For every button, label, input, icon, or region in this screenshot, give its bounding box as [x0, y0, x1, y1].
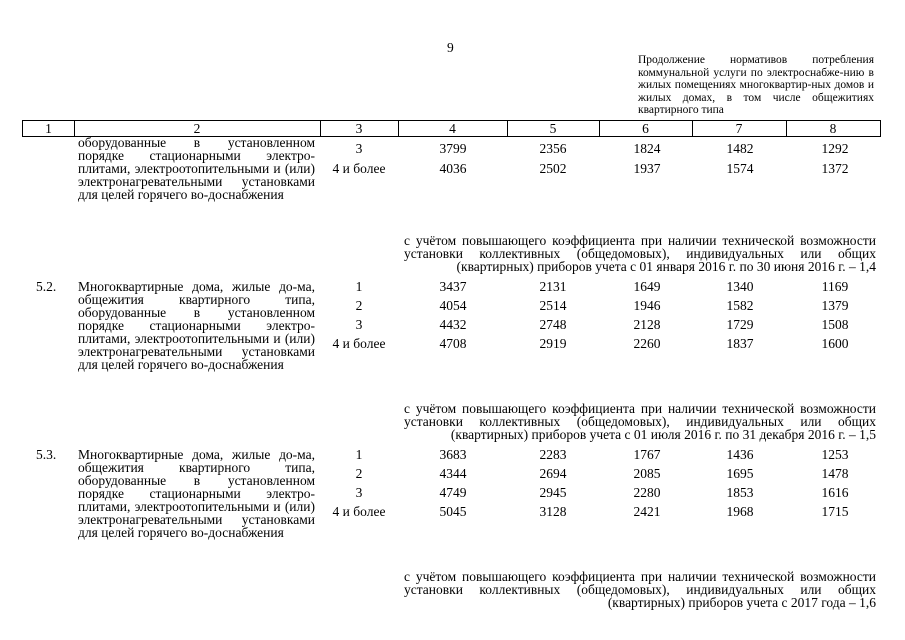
- rooms-cell: 1: [355, 447, 363, 462]
- value-cell: 1574: [726, 161, 754, 176]
- value-cell: 1600: [821, 336, 849, 351]
- value-cell: 1169: [821, 279, 849, 294]
- value-cell: 3437: [439, 279, 467, 294]
- value-cell: 1715: [821, 504, 849, 519]
- coefficient-note-1: с учётом повышающего коэффициента при наличии технической возможности установки коллективных (общедомовых), индивидуальных или общих (квартирных) приборов учета с 01 января 2016 г. по 30 июня 2016 г. – 1,4: [404, 233, 876, 274]
- rooms-cell: 4 и более: [332, 336, 386, 351]
- value-cell: 2128: [633, 317, 661, 332]
- value-cell: 4036: [439, 161, 467, 176]
- value-cell: 2085: [633, 466, 661, 481]
- value-cell: 2514: [539, 298, 567, 313]
- value-cell: 1508: [821, 317, 849, 332]
- table-row: [0, 467, 905, 481]
- value-cell: 2694: [539, 466, 567, 481]
- section-5-2-description: Многоквартирные дома, жилые до-ма, общежития квартирного типа, оборудованные в установленном порядке стационарными электро-плитами, электроотопительными и (или) электронагревательными установками для целей горячего во-доснабжения: [78, 279, 315, 372]
- rooms-cell: 3: [355, 141, 363, 156]
- value-cell: 4708: [439, 336, 467, 351]
- table-row: [0, 337, 905, 351]
- header-col-6: 6: [642, 121, 649, 136]
- value-cell: 1853: [726, 485, 754, 500]
- table-row: [0, 299, 905, 313]
- header-col-2: 2: [193, 121, 201, 136]
- value-cell: 2260: [633, 336, 661, 351]
- table-row: [0, 486, 905, 500]
- value-cell: 5045: [439, 504, 467, 519]
- table-row: [0, 505, 905, 519]
- value-cell: 2421: [633, 504, 661, 519]
- header-col-1: 1: [45, 121, 52, 136]
- value-cell: 4749: [439, 485, 467, 500]
- value-cell: 1292: [821, 141, 849, 156]
- value-cell: 2131: [539, 279, 567, 294]
- header-col-4: 4: [449, 121, 456, 136]
- value-cell: 1482: [726, 141, 754, 156]
- value-cell: 1253: [821, 447, 849, 462]
- header-col-5: 5: [549, 121, 557, 136]
- continuation-title: Продолжение нормативов потребления коммунальной услуги по электроснабже-нию в жилых помещениях многоквартир-ных домов и жилых домах, в том числе общежитиях квартирного типа: [638, 54, 874, 116]
- value-cell: 2502: [539, 161, 567, 176]
- top-block-description: оборудованные в установленном порядке стационарными электро-плитами, электроотопительными и (или) электронагревательными установками для целей горячего во-доснабжения: [78, 135, 315, 202]
- value-cell: 1616: [821, 485, 849, 500]
- value-cell: 1946: [633, 298, 661, 313]
- value-cell: 2919: [539, 336, 567, 351]
- value-cell: 1372: [821, 161, 849, 176]
- rooms-cell: 2: [355, 466, 363, 481]
- value-cell: 1824: [633, 141, 661, 156]
- table-row: [0, 142, 905, 156]
- value-cell: 1837: [726, 336, 754, 351]
- section-5-3-description: Многоквартирные дома, жилые до-ма, общежития квартирного типа, оборудованные в установленном порядке стационарными электро-плитами, электроотопительными и (или) электронагревательными установками для целей горячего во-доснабжения: [78, 447, 315, 540]
- section-number-5-2: 5.2.: [36, 279, 57, 294]
- rooms-cell: 3: [355, 485, 363, 500]
- value-cell: 1767: [633, 447, 661, 462]
- table-row: [0, 448, 905, 462]
- rooms-cell: 2: [355, 298, 363, 313]
- value-cell: 1582: [726, 298, 754, 313]
- value-cell: 4344: [439, 466, 467, 481]
- header-col-3: 3: [355, 121, 363, 136]
- coefficient-note-3: с учётом повышающего коэффициента при наличии технической возможности установки коллективных (общедомовых), индивидуальных или общих (квартирных) приборов учета с 2017 года – 1,6: [404, 569, 876, 610]
- value-cell: 1340: [726, 279, 754, 294]
- value-cell: 1436: [726, 447, 754, 462]
- value-cell: 1937: [633, 161, 661, 176]
- value-cell: 3683: [439, 447, 467, 462]
- table-row: [0, 280, 905, 294]
- value-cell: 3799: [439, 141, 467, 156]
- table-row: [0, 318, 905, 332]
- table-row: [0, 162, 905, 176]
- value-cell: 1729: [726, 317, 754, 332]
- section-number-5-3: 5.3.: [36, 447, 57, 462]
- page-number: 9: [447, 40, 454, 55]
- value-cell: 1695: [726, 466, 754, 481]
- value-cell: 3128: [539, 504, 567, 519]
- header-col-7: 7: [735, 121, 743, 136]
- value-cell: 2356: [539, 141, 567, 156]
- header-col-8: 8: [829, 121, 837, 136]
- value-cell: 4054: [439, 298, 467, 313]
- value-cell: 1478: [821, 466, 849, 481]
- value-cell: 1379: [821, 298, 849, 313]
- rooms-cell: 1: [355, 279, 363, 294]
- value-cell: 4432: [439, 317, 467, 332]
- value-cell: 1649: [633, 279, 661, 294]
- value-cell: 1968: [726, 504, 754, 519]
- value-cell: 2748: [539, 317, 567, 332]
- rooms-cell: 4 и более: [332, 161, 386, 176]
- coefficient-note-2: с учётом повышающего коэффициента при наличии технической возможности установки коллективных (общедомовых), индивидуальных или общих (квартирных) приборов учета с 01 июля 2016 г. по 31 декабря 2016 г. – 1,5: [404, 401, 876, 442]
- value-cell: 2283: [539, 447, 567, 462]
- value-cell: 2280: [633, 485, 661, 500]
- value-cell: 2945: [539, 485, 567, 500]
- rooms-cell: 3: [355, 317, 363, 332]
- rooms-cell: 4 и более: [332, 504, 386, 519]
